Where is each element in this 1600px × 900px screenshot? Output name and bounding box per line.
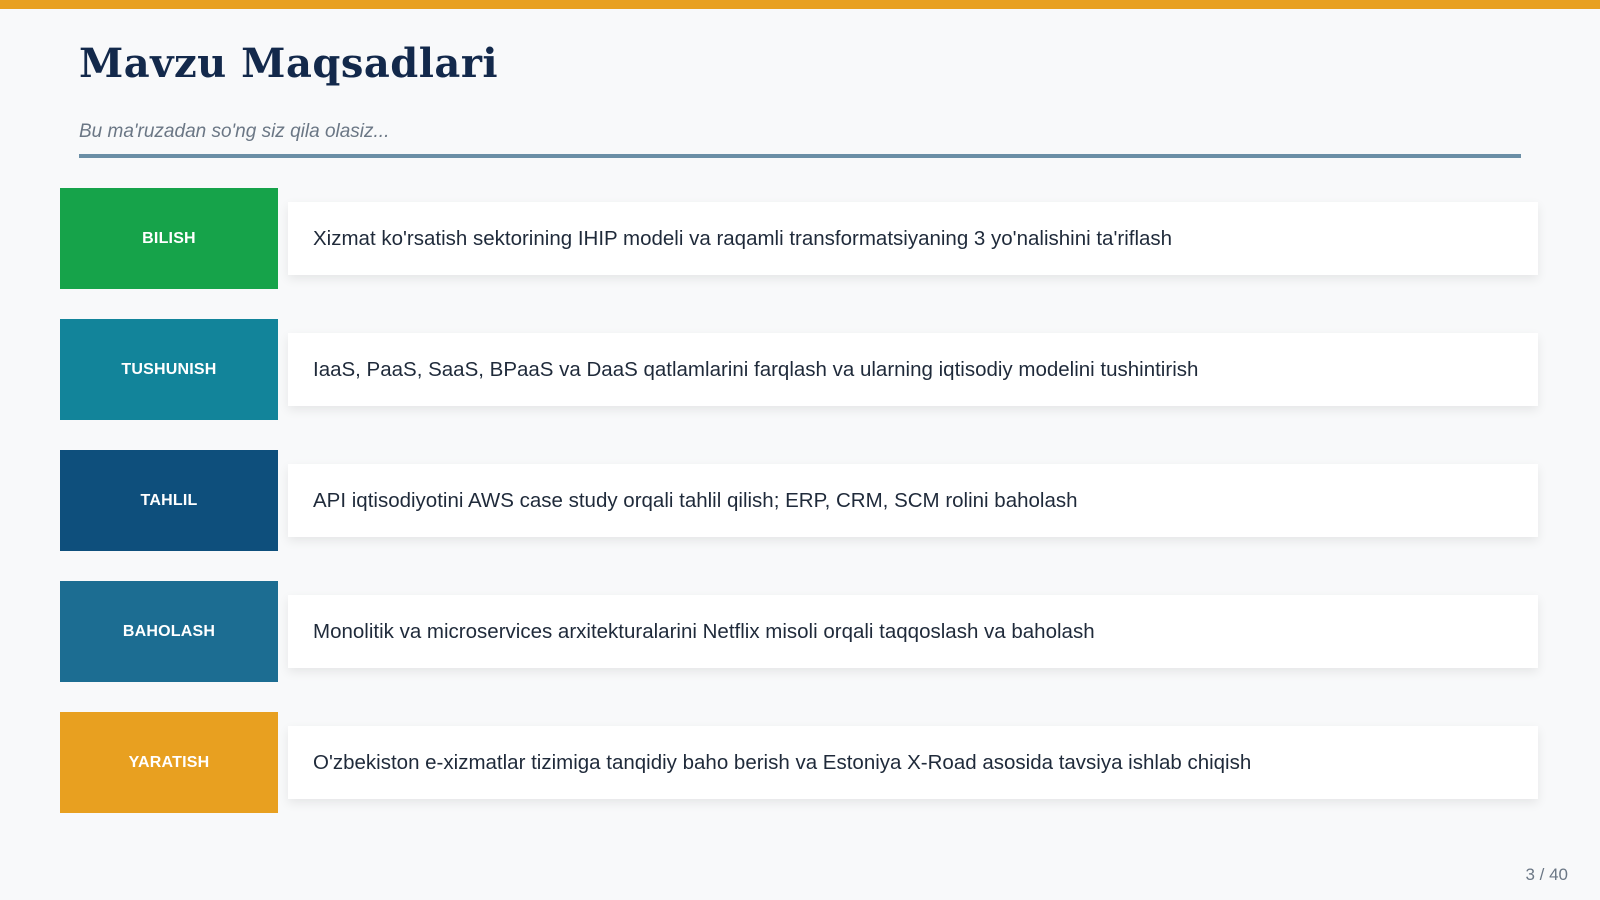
objective-card xyxy=(288,464,1538,537)
objective-text: Monolitik va microservices arxitekturalarini Netflix misoli orqali taqqoslash va baholash xyxy=(313,619,1095,643)
level-badge-bilish: BILISH xyxy=(60,188,278,289)
objective-card xyxy=(288,202,1538,275)
objective-row-yaratish xyxy=(60,712,1538,813)
level-badge-yaratish: YARATISH xyxy=(60,712,278,813)
objective-text: API iqtisodiyotini AWS case study orqali tahlil qilish; ERP, CRM, SCM rolini baholash xyxy=(313,488,1078,512)
level-badge-tushunish: TUSHUNISH xyxy=(60,319,278,420)
level-badge-tahlil: TAHLIL xyxy=(60,450,278,551)
objective-row-baholash xyxy=(60,581,1538,682)
objective-card xyxy=(288,333,1538,406)
objective-card xyxy=(288,726,1538,799)
objective-row-bilish xyxy=(60,188,1538,289)
page-subtitle: Bu ma'ruzadan so'ng siz qila olasiz... xyxy=(79,121,390,142)
page-title: Mavzu Maqsadlari xyxy=(79,40,499,87)
top-accent-bar xyxy=(0,0,1600,9)
objective-text: IaaS, PaaS, SaaS, BPaaS va DaaS qatlamlarini farqlash va ularning iqtisodiy modelini tushintirish xyxy=(313,357,1199,381)
objective-text: Xizmat ko'rsatish sektorining IHIP modeli va raqamli transformatsiyaning 3 yo'nalishini ta'riflash xyxy=(313,226,1173,250)
page-number: 3 / 40 xyxy=(1525,865,1568,884)
title-divider xyxy=(79,154,1521,158)
objective-text: O'zbekiston e-xizmatlar tizimiga tanqidiy baho berish va Estoniya X-Road asosida tavsiya ishlab chiqish xyxy=(313,750,1252,774)
objective-card xyxy=(288,595,1538,668)
objective-row-tushunish xyxy=(60,319,1538,420)
objectives-list xyxy=(60,188,1538,843)
objective-row-tahlil xyxy=(60,450,1538,551)
level-badge-baholash: BAHOLASH xyxy=(60,581,278,682)
